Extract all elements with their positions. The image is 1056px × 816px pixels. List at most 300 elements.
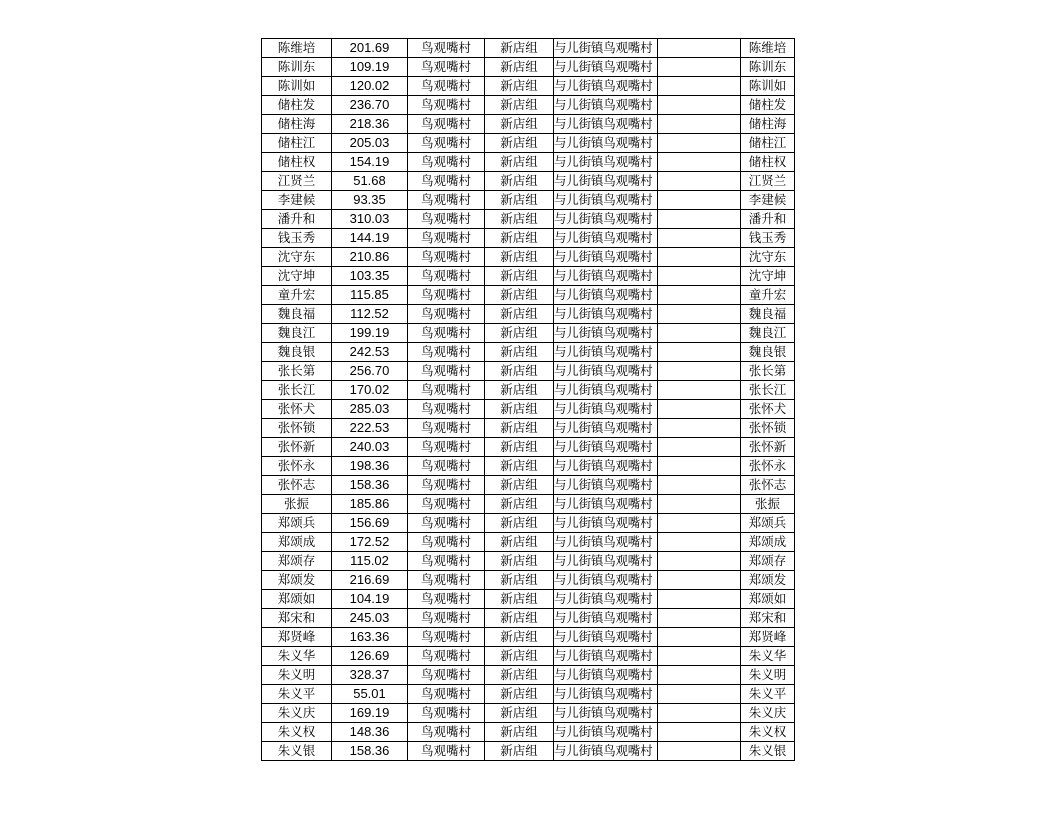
cell-area: 199.19	[332, 324, 408, 343]
cell-group: 新店组	[485, 267, 554, 286]
cell-name: 张怀新	[262, 438, 332, 457]
cell-blank	[658, 324, 741, 343]
cell-area: 51.68	[332, 172, 408, 191]
cell-address: 与儿街镇鸟观嘴村	[554, 609, 658, 628]
cell-address: 与儿街镇鸟观嘴村	[554, 172, 658, 191]
cell-signature: 朱义庆	[741, 704, 795, 723]
cell-signature: 沈守东	[741, 248, 795, 267]
cell-blank	[658, 457, 741, 476]
cell-address: 与儿街镇鸟观嘴村	[554, 400, 658, 419]
table-row	[262, 666, 795, 685]
cell-signature: 郑颂发	[741, 571, 795, 590]
cell-village: 鸟观嘴村	[408, 628, 485, 647]
cell-name: 郑颂发	[262, 571, 332, 590]
cell-area: 126.69	[332, 647, 408, 666]
cell-signature: 张怀锁	[741, 419, 795, 438]
cell-name: 童升宏	[262, 286, 332, 305]
cell-address: 与儿街镇鸟观嘴村	[554, 685, 658, 704]
cell-group: 新店组	[485, 381, 554, 400]
cell-village: 鸟观嘴村	[408, 533, 485, 552]
cell-group: 新店组	[485, 514, 554, 533]
cell-group: 新店组	[485, 343, 554, 362]
cell-address: 与儿街镇鸟观嘴村	[554, 495, 658, 514]
cell-blank	[658, 400, 741, 419]
cell-group: 新店组	[485, 571, 554, 590]
cell-area: 236.70	[332, 96, 408, 115]
register-table-body	[262, 39, 795, 761]
cell-group: 新店组	[485, 533, 554, 552]
cell-name: 郑颂成	[262, 533, 332, 552]
cell-village: 鸟观嘴村	[408, 77, 485, 96]
cell-group: 新店组	[485, 229, 554, 248]
cell-signature: 沈守坤	[741, 267, 795, 286]
cell-signature: 郑宋和	[741, 609, 795, 628]
cell-signature: 储柱海	[741, 115, 795, 134]
table-row	[262, 571, 795, 590]
cell-area: 93.35	[332, 191, 408, 210]
cell-signature: 储柱发	[741, 96, 795, 115]
cell-area: 245.03	[332, 609, 408, 628]
cell-signature: 朱义银	[741, 742, 795, 761]
cell-area: 148.36	[332, 723, 408, 742]
cell-area: 115.85	[332, 286, 408, 305]
cell-name: 李建候	[262, 191, 332, 210]
cell-address: 与儿街镇鸟观嘴村	[554, 590, 658, 609]
cell-group: 新店组	[485, 552, 554, 571]
table-row	[262, 590, 795, 609]
cell-signature: 魏良福	[741, 305, 795, 324]
cell-signature: 张怀志	[741, 476, 795, 495]
cell-signature: 张长江	[741, 381, 795, 400]
table-row	[262, 58, 795, 77]
cell-signature: 张怀犬	[741, 400, 795, 419]
cell-signature: 陈训如	[741, 77, 795, 96]
cell-address: 与儿街镇鸟观嘴村	[554, 286, 658, 305]
cell-blank	[658, 704, 741, 723]
table-row	[262, 704, 795, 723]
cell-blank	[658, 191, 741, 210]
cell-group: 新店组	[485, 419, 554, 438]
cell-signature: 陈维培	[741, 39, 795, 58]
cell-signature: 朱义华	[741, 647, 795, 666]
cell-blank	[658, 495, 741, 514]
cell-area: 144.19	[332, 229, 408, 248]
cell-village: 鸟观嘴村	[408, 647, 485, 666]
table-row	[262, 438, 795, 457]
cell-village: 鸟观嘴村	[408, 609, 485, 628]
cell-blank	[658, 229, 741, 248]
cell-signature: 郑颂兵	[741, 514, 795, 533]
cell-area: 205.03	[332, 134, 408, 153]
cell-village: 鸟观嘴村	[408, 191, 485, 210]
cell-address: 与儿街镇鸟观嘴村	[554, 58, 658, 77]
register-table	[261, 38, 795, 761]
cell-signature: 钱玉秀	[741, 229, 795, 248]
cell-area: 185.86	[332, 495, 408, 514]
cell-area: 218.36	[332, 115, 408, 134]
cell-address: 与儿街镇鸟观嘴村	[554, 77, 658, 96]
cell-group: 新店组	[485, 704, 554, 723]
cell-area: 285.03	[332, 400, 408, 419]
cell-blank	[658, 343, 741, 362]
cell-village: 鸟观嘴村	[408, 267, 485, 286]
table-row	[262, 495, 795, 514]
table-row	[262, 628, 795, 647]
cell-blank	[658, 609, 741, 628]
cell-blank	[658, 685, 741, 704]
cell-area: 158.36	[332, 742, 408, 761]
cell-group: 新店组	[485, 666, 554, 685]
cell-address: 与儿街镇鸟观嘴村	[554, 248, 658, 267]
cell-area: 163.36	[332, 628, 408, 647]
cell-signature: 潘升和	[741, 210, 795, 229]
cell-village: 鸟观嘴村	[408, 457, 485, 476]
cell-group: 新店组	[485, 191, 554, 210]
cell-blank	[658, 590, 741, 609]
cell-name: 江贤兰	[262, 172, 332, 191]
cell-address: 与儿街镇鸟观嘴村	[554, 305, 658, 324]
cell-area: 310.03	[332, 210, 408, 229]
cell-village: 鸟观嘴村	[408, 514, 485, 533]
cell-name: 张怀锁	[262, 419, 332, 438]
cell-signature: 郑颂如	[741, 590, 795, 609]
cell-address: 与儿街镇鸟观嘴村	[554, 419, 658, 438]
cell-name: 郑宋和	[262, 609, 332, 628]
cell-address: 与儿街镇鸟观嘴村	[554, 39, 658, 58]
cell-village: 鸟观嘴村	[408, 229, 485, 248]
cell-name: 郑颂存	[262, 552, 332, 571]
cell-name: 张振	[262, 495, 332, 514]
cell-address: 与儿街镇鸟观嘴村	[554, 647, 658, 666]
cell-group: 新店组	[485, 723, 554, 742]
cell-area: 172.52	[332, 533, 408, 552]
cell-group: 新店组	[485, 286, 554, 305]
cell-name: 储柱权	[262, 153, 332, 172]
cell-signature: 郑贤峰	[741, 628, 795, 647]
table-row	[262, 400, 795, 419]
cell-group: 新店组	[485, 115, 554, 134]
cell-address: 与儿街镇鸟观嘴村	[554, 381, 658, 400]
cell-blank	[658, 381, 741, 400]
cell-blank	[658, 96, 741, 115]
table-row	[262, 115, 795, 134]
cell-group: 新店组	[485, 77, 554, 96]
table-row	[262, 191, 795, 210]
cell-address: 与儿街镇鸟观嘴村	[554, 457, 658, 476]
cell-signature: 陈训东	[741, 58, 795, 77]
cell-blank	[658, 172, 741, 191]
cell-group: 新店组	[485, 153, 554, 172]
cell-blank	[658, 476, 741, 495]
cell-name: 朱义明	[262, 666, 332, 685]
table-row	[262, 742, 795, 761]
cell-area: 115.02	[332, 552, 408, 571]
cell-area: 156.69	[332, 514, 408, 533]
cell-signature: 张怀永	[741, 457, 795, 476]
cell-blank	[658, 362, 741, 381]
cell-name: 陈训如	[262, 77, 332, 96]
cell-signature: 江贤兰	[741, 172, 795, 191]
table-row	[262, 305, 795, 324]
table-row	[262, 248, 795, 267]
cell-name: 魏良福	[262, 305, 332, 324]
cell-group: 新店组	[485, 58, 554, 77]
cell-village: 鸟观嘴村	[408, 419, 485, 438]
cell-group: 新店组	[485, 362, 554, 381]
table-row	[262, 419, 795, 438]
table-row	[262, 647, 795, 666]
table-row	[262, 153, 795, 172]
cell-village: 鸟观嘴村	[408, 248, 485, 267]
cell-address: 与儿街镇鸟观嘴村	[554, 514, 658, 533]
cell-signature: 储柱权	[741, 153, 795, 172]
cell-area: 210.86	[332, 248, 408, 267]
cell-blank	[658, 571, 741, 590]
cell-blank	[658, 286, 741, 305]
cell-group: 新店组	[485, 476, 554, 495]
table-row	[262, 552, 795, 571]
cell-blank	[658, 514, 741, 533]
cell-signature: 郑颂存	[741, 552, 795, 571]
cell-address: 与儿街镇鸟观嘴村	[554, 533, 658, 552]
cell-village: 鸟观嘴村	[408, 400, 485, 419]
cell-group: 新店组	[485, 495, 554, 514]
cell-address: 与儿街镇鸟观嘴村	[554, 552, 658, 571]
cell-name: 朱义银	[262, 742, 332, 761]
cell-group: 新店组	[485, 248, 554, 267]
cell-name: 郑颂兵	[262, 514, 332, 533]
cell-village: 鸟观嘴村	[408, 723, 485, 742]
cell-village: 鸟观嘴村	[408, 590, 485, 609]
table-row	[262, 324, 795, 343]
cell-group: 新店组	[485, 628, 554, 647]
table-row	[262, 343, 795, 362]
cell-group: 新店组	[485, 609, 554, 628]
cell-area: 256.70	[332, 362, 408, 381]
cell-name: 钱玉秀	[262, 229, 332, 248]
cell-village: 鸟观嘴村	[408, 362, 485, 381]
cell-blank	[658, 552, 741, 571]
cell-area: 222.53	[332, 419, 408, 438]
cell-village: 鸟观嘴村	[408, 571, 485, 590]
cell-group: 新店组	[485, 96, 554, 115]
cell-area: 104.19	[332, 590, 408, 609]
cell-area: 158.36	[332, 476, 408, 495]
cell-signature: 童升宏	[741, 286, 795, 305]
cell-address: 与儿街镇鸟观嘴村	[554, 438, 658, 457]
cell-signature: 朱义明	[741, 666, 795, 685]
cell-blank	[658, 533, 741, 552]
cell-village: 鸟观嘴村	[408, 305, 485, 324]
table-row	[262, 457, 795, 476]
cell-name: 张怀犬	[262, 400, 332, 419]
cell-area: 103.35	[332, 267, 408, 286]
cell-signature: 张怀新	[741, 438, 795, 457]
cell-blank	[658, 438, 741, 457]
cell-name: 储柱发	[262, 96, 332, 115]
table-row	[262, 609, 795, 628]
cell-village: 鸟观嘴村	[408, 153, 485, 172]
cell-group: 新店组	[485, 457, 554, 476]
cell-blank	[658, 267, 741, 286]
cell-address: 与儿街镇鸟观嘴村	[554, 476, 658, 495]
cell-group: 新店组	[485, 210, 554, 229]
cell-name: 朱义平	[262, 685, 332, 704]
table-row	[262, 286, 795, 305]
cell-group: 新店组	[485, 685, 554, 704]
cell-blank	[658, 248, 741, 267]
table-row	[262, 514, 795, 533]
cell-area: 109.19	[332, 58, 408, 77]
cell-group: 新店组	[485, 324, 554, 343]
table-row	[262, 685, 795, 704]
cell-address: 与儿街镇鸟观嘴村	[554, 267, 658, 286]
cell-name: 张长江	[262, 381, 332, 400]
table-row	[262, 381, 795, 400]
cell-area: 240.03	[332, 438, 408, 457]
cell-signature: 朱义权	[741, 723, 795, 742]
cell-village: 鸟观嘴村	[408, 666, 485, 685]
cell-area: 120.02	[332, 77, 408, 96]
cell-name: 朱义庆	[262, 704, 332, 723]
table-row	[262, 77, 795, 96]
cell-village: 鸟观嘴村	[408, 685, 485, 704]
cell-address: 与儿街镇鸟观嘴村	[554, 115, 658, 134]
cell-group: 新店组	[485, 39, 554, 58]
cell-group: 新店组	[485, 438, 554, 457]
cell-address: 与儿街镇鸟观嘴村	[554, 343, 658, 362]
cell-village: 鸟观嘴村	[408, 134, 485, 153]
cell-name: 魏良银	[262, 343, 332, 362]
cell-blank	[658, 742, 741, 761]
cell-area: 198.36	[332, 457, 408, 476]
cell-signature: 郑颂成	[741, 533, 795, 552]
cell-blank	[658, 305, 741, 324]
cell-village: 鸟观嘴村	[408, 343, 485, 362]
cell-signature: 魏良银	[741, 343, 795, 362]
cell-village: 鸟观嘴村	[408, 476, 485, 495]
cell-group: 新店组	[485, 400, 554, 419]
cell-group: 新店组	[485, 134, 554, 153]
cell-address: 与儿街镇鸟观嘴村	[554, 723, 658, 742]
cell-address: 与儿街镇鸟观嘴村	[554, 96, 658, 115]
table-row	[262, 210, 795, 229]
cell-area: 154.19	[332, 153, 408, 172]
cell-name: 陈训东	[262, 58, 332, 77]
cell-address: 与儿街镇鸟观嘴村	[554, 742, 658, 761]
cell-name: 张长第	[262, 362, 332, 381]
cell-blank	[658, 58, 741, 77]
table-row	[262, 229, 795, 248]
cell-blank	[658, 647, 741, 666]
cell-village: 鸟观嘴村	[408, 438, 485, 457]
cell-name: 朱义华	[262, 647, 332, 666]
cell-village: 鸟观嘴村	[408, 324, 485, 343]
cell-village: 鸟观嘴村	[408, 96, 485, 115]
cell-area: 242.53	[332, 343, 408, 362]
cell-address: 与儿街镇鸟观嘴村	[554, 191, 658, 210]
cell-group: 新店组	[485, 172, 554, 191]
cell-blank	[658, 115, 741, 134]
cell-area: 112.52	[332, 305, 408, 324]
table-row	[262, 362, 795, 381]
cell-name: 魏良江	[262, 324, 332, 343]
cell-name: 张怀永	[262, 457, 332, 476]
cell-village: 鸟观嘴村	[408, 286, 485, 305]
cell-signature: 魏良江	[741, 324, 795, 343]
table-row	[262, 267, 795, 286]
cell-village: 鸟观嘴村	[408, 58, 485, 77]
cell-address: 与儿街镇鸟观嘴村	[554, 153, 658, 172]
cell-blank	[658, 210, 741, 229]
cell-signature: 朱义平	[741, 685, 795, 704]
cell-signature: 张振	[741, 495, 795, 514]
cell-name: 郑贤峰	[262, 628, 332, 647]
cell-address: 与儿街镇鸟观嘴村	[554, 628, 658, 647]
cell-blank	[658, 134, 741, 153]
cell-area: 328.37	[332, 666, 408, 685]
cell-address: 与儿街镇鸟观嘴村	[554, 704, 658, 723]
cell-name: 沈守东	[262, 248, 332, 267]
cell-blank	[658, 153, 741, 172]
cell-village: 鸟观嘴村	[408, 552, 485, 571]
cell-blank	[658, 77, 741, 96]
cell-group: 新店组	[485, 742, 554, 761]
cell-village: 鸟观嘴村	[408, 704, 485, 723]
table-row	[262, 476, 795, 495]
cell-name: 朱义权	[262, 723, 332, 742]
cell-blank	[658, 628, 741, 647]
table-row	[262, 723, 795, 742]
table-row	[262, 172, 795, 191]
cell-group: 新店组	[485, 647, 554, 666]
cell-signature: 张长第	[741, 362, 795, 381]
cell-signature: 李建候	[741, 191, 795, 210]
cell-village: 鸟观嘴村	[408, 210, 485, 229]
cell-area: 169.19	[332, 704, 408, 723]
cell-area: 201.69	[332, 39, 408, 58]
cell-blank	[658, 723, 741, 742]
cell-blank	[658, 419, 741, 438]
table-row	[262, 134, 795, 153]
cell-name: 郑颂如	[262, 590, 332, 609]
table-row	[262, 96, 795, 115]
cell-village: 鸟观嘴村	[408, 381, 485, 400]
cell-blank	[658, 666, 741, 685]
cell-village: 鸟观嘴村	[408, 39, 485, 58]
cell-address: 与儿街镇鸟观嘴村	[554, 134, 658, 153]
cell-group: 新店组	[485, 305, 554, 324]
cell-name: 储柱江	[262, 134, 332, 153]
cell-name: 储柱海	[262, 115, 332, 134]
cell-signature: 储柱江	[741, 134, 795, 153]
cell-area: 55.01	[332, 685, 408, 704]
cell-address: 与儿街镇鸟观嘴村	[554, 571, 658, 590]
cell-name: 张怀志	[262, 476, 332, 495]
table-row	[262, 533, 795, 552]
cell-address: 与儿街镇鸟观嘴村	[554, 666, 658, 685]
cell-name: 沈守坤	[262, 267, 332, 286]
cell-area: 216.69	[332, 571, 408, 590]
cell-group: 新店组	[485, 590, 554, 609]
cell-village: 鸟观嘴村	[408, 115, 485, 134]
cell-area: 170.02	[332, 381, 408, 400]
table-row	[262, 39, 795, 58]
cell-address: 与儿街镇鸟观嘴村	[554, 324, 658, 343]
cell-name: 潘升和	[262, 210, 332, 229]
cell-address: 与儿街镇鸟观嘴村	[554, 362, 658, 381]
cell-blank	[658, 39, 741, 58]
